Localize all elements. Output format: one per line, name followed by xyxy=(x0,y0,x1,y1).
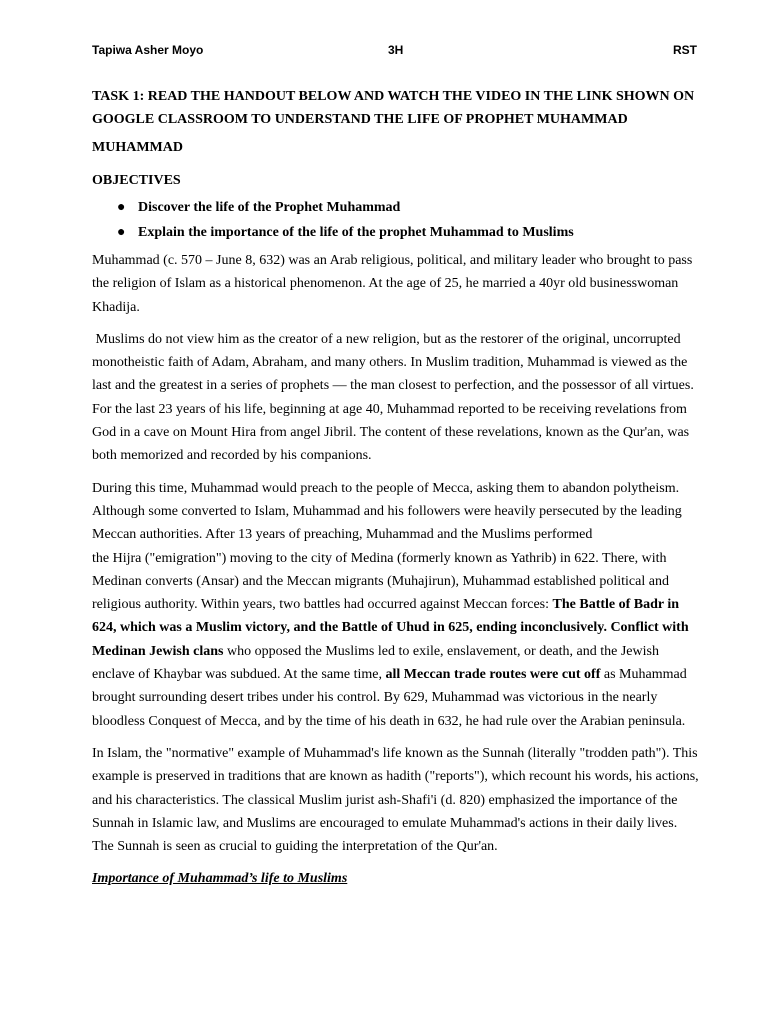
paragraph-history xyxy=(92,477,700,733)
header-class: 3H xyxy=(388,43,404,57)
section-title: Importance of Muhammad’s life to Muslims xyxy=(92,871,348,887)
history-bold-trade: all Meccan trade routes were cut off xyxy=(385,667,601,683)
document-title: MUHAMMAD xyxy=(92,140,183,155)
history-text-b: the Hijra ("emigration") moving to the city of Medina (formerly known as Yathrib) in 622. There, with Medinan converts (Ansar) and the Meccan migrants (Muhajirun), Muhammad established political and religious authority. Within years, two battles had occurred against Meccan forces: xyxy=(92,550,669,613)
document-body xyxy=(92,85,700,890)
task-instruction: TASK 1: READ THE HANDOUT BELOW AND WATCH THE VIDEO IN THE LINK SHOWN ON GOOGLE CLASSROOM TO UNDERSTAND THE LIFE OF PROPHET MUHAMMAD xyxy=(92,89,695,127)
objectives-list xyxy=(92,199,700,241)
objective-text: Discover the life of the Prophet Muhammad xyxy=(138,200,401,215)
header-author: Tapiwa Asher Moyo xyxy=(92,43,204,57)
objective-item xyxy=(117,224,700,241)
bullet-icon: ● xyxy=(117,200,126,215)
objectives-heading: OBJECTIVES xyxy=(92,173,181,188)
objective-item xyxy=(117,199,700,216)
paragraph-beliefs-text: Muslims do not view him as the creator of a new religion, but as the restorer of the original, uncorrupted monotheistic faith of Adam, Abraham, and many others. In Muslim tradition, Muhammad is viewed as the last and the greatest in a series of prophets — the man closest to perfection, and the possessor of all virtues. For the last 23 years of his life, beginning at age 40, Muhammad reported to be receiving revelations from God in a cave on Mount Hira from angel Jibril. The content of these revelations, known as the Qur'an, was both memorized and recorded by his companions. xyxy=(92,331,694,464)
objective-text: Explain the importance of the life of the prophet Muhammad to Muslims xyxy=(138,225,574,240)
history-text-d: as Muhammad brought surrounding desert tribes under his control. By 629, Muhammad was victorious in the nearly bloodless Conquest of Mecca, and by the time of his death in 632, he had rule over the Arabian peninsula. xyxy=(92,667,687,729)
header-subject: RST xyxy=(673,43,697,57)
history-bold-battles: The Battle of Badr in 624, which was a Muslim victory, and the Battle of Uhud in 625, ending inconclusively. Conflict with Medinan Jewish clans xyxy=(92,597,689,659)
bullet-icon: ● xyxy=(117,225,126,240)
history-text-a: During this time, Muhammad would preach to the people of Mecca, asking them to abandon polytheism. Although some converted to Islam, Muhammad and his followers were heavily persecuted by the leading Meccan authorities. After 13 years of preaching, Muhammad and the Muslims performed xyxy=(92,480,682,543)
history-text-c: who opposed the Muslims led to exile, enslavement, or death, and the Jewish enclave of Khaybar was subdued. At the same time, xyxy=(92,643,659,683)
paragraph-intro: Muhammad (c. 570 – June 8, 632) was an Arab religious, political, and military leader who brought to pass the religion of Islam as a historical phenomenon. At the age of 25, he married a 40yr old businesswoman Khadija. xyxy=(92,253,693,315)
paragraph-sunnah: In Islam, the "normative" example of Muhammad's life known as the Sunnah (literally "trodden path"). This example is preserved in traditions that are known as hadith ("reports"), which recount his words, his actions, and his characteristics. The classical Muslim jurist ash-Shafi'i (d. 820) emphasized the importance of the Sunnah in Islamic law, and Muslims are encouraged to emulate Muhammad's actions in their daily lives. The Sunnah is seen as crucial to guiding the interpretation of the Qur'an. xyxy=(92,745,699,855)
paragraph-beliefs xyxy=(92,328,700,468)
